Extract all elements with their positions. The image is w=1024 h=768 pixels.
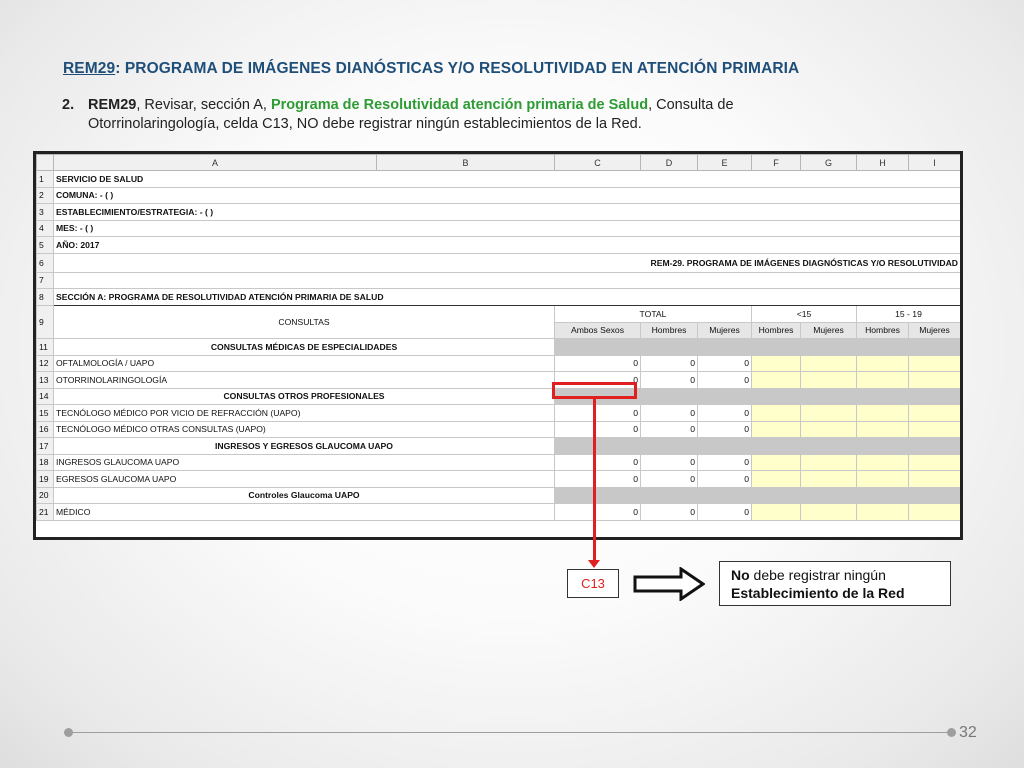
grey-cell[interactable] bbox=[698, 487, 752, 504]
row-header: 7 bbox=[37, 272, 54, 289]
input-cell[interactable] bbox=[801, 372, 857, 389]
cell-c13[interactable]: 0 bbox=[555, 372, 641, 389]
cell-c19[interactable]: 0 bbox=[555, 471, 641, 488]
cell-e15[interactable]: 0 bbox=[698, 405, 752, 422]
grey-cell[interactable] bbox=[698, 339, 752, 356]
category-label[interactable]: Controles Glaucoma UAPO bbox=[54, 487, 555, 504]
row-header: 13 bbox=[37, 372, 54, 389]
grey-cell[interactable] bbox=[801, 388, 857, 405]
grey-cell[interactable] bbox=[909, 339, 961, 356]
input-cell[interactable] bbox=[752, 504, 801, 521]
input-cell[interactable] bbox=[909, 471, 961, 488]
grey-cell[interactable] bbox=[909, 487, 961, 504]
cell-d13[interactable]: 0 bbox=[641, 372, 698, 389]
spreadsheet-grid bbox=[36, 154, 961, 521]
row-header: 2 bbox=[37, 187, 54, 204]
grey-cell[interactable] bbox=[752, 388, 801, 405]
point-text1: , Revisar, sección A, bbox=[136, 97, 271, 113]
input-cell[interactable] bbox=[857, 471, 909, 488]
col-header-h[interactable]: H bbox=[857, 155, 909, 171]
grey-cell[interactable] bbox=[857, 487, 909, 504]
row-header: 18 bbox=[37, 454, 54, 471]
input-cell[interactable] bbox=[801, 355, 857, 372]
page-number: 32 bbox=[959, 724, 977, 741]
cell-d18[interactable]: 0 bbox=[641, 454, 698, 471]
grey-cell[interactable] bbox=[801, 339, 857, 356]
input-cell[interactable] bbox=[752, 355, 801, 372]
header-total: TOTAL bbox=[555, 305, 752, 322]
note-bold1: No bbox=[731, 567, 750, 583]
grey-cell[interactable] bbox=[641, 438, 698, 455]
input-cell[interactable] bbox=[909, 421, 961, 438]
grey-cell[interactable] bbox=[909, 388, 961, 405]
input-cell[interactable] bbox=[909, 372, 961, 389]
data-rows bbox=[37, 339, 961, 521]
info-anio: AÑO: 2017 bbox=[54, 237, 961, 254]
grey-cell[interactable] bbox=[698, 388, 752, 405]
col-header-d[interactable]: D bbox=[641, 155, 698, 171]
input-cell[interactable] bbox=[857, 504, 909, 521]
input-cell[interactable] bbox=[752, 454, 801, 471]
grey-cell[interactable] bbox=[641, 339, 698, 356]
grey-cell[interactable] bbox=[909, 438, 961, 455]
row-header: 1 bbox=[37, 171, 54, 188]
info-servicio: SERVICIO DE SALUD bbox=[54, 171, 961, 188]
note-text1: debe registrar ningún bbox=[749, 567, 886, 583]
input-cell[interactable] bbox=[752, 421, 801, 438]
pointer-arrowhead bbox=[588, 560, 600, 568]
empty-row bbox=[54, 272, 961, 289]
row-header: 9 bbox=[37, 305, 54, 339]
row-header: 3 bbox=[37, 204, 54, 221]
col-header-g[interactable]: G bbox=[801, 155, 857, 171]
row-header: 11 bbox=[37, 339, 54, 356]
input-cell[interactable] bbox=[857, 405, 909, 422]
cell-e18[interactable]: 0 bbox=[698, 454, 752, 471]
slide-title bbox=[63, 60, 963, 78]
grey-cell[interactable] bbox=[752, 487, 801, 504]
header-consultas: CONSULTAS bbox=[54, 305, 555, 339]
table-row bbox=[37, 504, 961, 521]
cell-e21[interactable]: 0 bbox=[698, 504, 752, 521]
subheader-mujeres: Mujeres bbox=[909, 322, 961, 339]
row-header: 12 bbox=[37, 355, 54, 372]
input-cell[interactable] bbox=[909, 504, 961, 521]
input-cell[interactable] bbox=[909, 454, 961, 471]
cell-label-c13: C13 bbox=[567, 569, 619, 598]
category-label[interactable]: CONSULTAS MÉDICAS DE ESPECIALIDADES bbox=[54, 339, 555, 356]
footer-dot-right bbox=[947, 728, 956, 737]
grey-cell[interactable] bbox=[752, 438, 801, 455]
input-cell[interactable] bbox=[801, 504, 857, 521]
input-cell[interactable] bbox=[801, 471, 857, 488]
grey-cell[interactable] bbox=[698, 438, 752, 455]
cell-d15[interactable]: 0 bbox=[641, 405, 698, 422]
row-header: 4 bbox=[37, 220, 54, 237]
category-row bbox=[37, 339, 961, 356]
table-row bbox=[37, 421, 961, 438]
cell-c18[interactable]: 0 bbox=[555, 454, 641, 471]
header-15-19: 15 - 19 bbox=[857, 305, 961, 322]
cell-e13[interactable]: 0 bbox=[698, 372, 752, 389]
point-text2: , Consulta de bbox=[648, 97, 734, 113]
info-establecimiento: ESTABLECIMIENTO/ESTRATEGIA: - ( ) bbox=[54, 204, 961, 221]
grey-cell[interactable] bbox=[641, 388, 698, 405]
info-mes: MES: - ( ) bbox=[54, 220, 961, 237]
grey-cell[interactable] bbox=[857, 438, 909, 455]
row-header: 8 bbox=[37, 289, 54, 306]
grey-cell[interactable] bbox=[801, 438, 857, 455]
title-code: REM29 bbox=[63, 60, 116, 77]
subheader-mujeres: Mujeres bbox=[698, 322, 752, 339]
category-label[interactable]: CONSULTAS OTROS PROFESIONALES bbox=[54, 388, 555, 405]
category-row bbox=[37, 487, 961, 504]
title-rest: : PROGRAMA DE IMÁGENES DIANÓSTICAS Y/O RESOLUTIVIDAD EN ATENCIÓN PRIMARIA bbox=[115, 60, 800, 77]
row-header: 6 bbox=[37, 253, 54, 272]
corner-cell bbox=[37, 155, 54, 171]
info-comuna: COMUNA: - ( ) bbox=[54, 187, 961, 204]
row-label[interactable]: TECNÓLOGO MÉDICO OTRAS CONSULTAS (UAPO) bbox=[54, 421, 555, 438]
subheader-hombres: Hombres bbox=[752, 322, 801, 339]
input-cell[interactable] bbox=[752, 471, 801, 488]
input-cell[interactable] bbox=[801, 405, 857, 422]
section-title: SECCIÓN A: PROGRAMA DE RESOLUTIVIDAD ATENCIÓN PRIMARIA DE SALUD bbox=[54, 289, 961, 306]
grey-cell[interactable] bbox=[801, 487, 857, 504]
footer-line bbox=[73, 732, 949, 733]
grey-cell[interactable] bbox=[857, 339, 909, 356]
col-header-c[interactable]: C bbox=[555, 155, 641, 171]
cell-d12[interactable]: 0 bbox=[641, 355, 698, 372]
row-header: 20 bbox=[37, 487, 54, 504]
row-header: 21 bbox=[37, 504, 54, 521]
row-header: 17 bbox=[37, 438, 54, 455]
grey-cell[interactable] bbox=[555, 339, 641, 356]
point-program: Programa de Resolutividad atención primaria de Salud bbox=[270, 97, 649, 113]
note-box bbox=[719, 561, 951, 606]
col-header-i[interactable]: I bbox=[909, 155, 961, 171]
cell-d19[interactable]: 0 bbox=[641, 471, 698, 488]
category-row bbox=[37, 388, 961, 405]
input-cell[interactable] bbox=[801, 421, 857, 438]
spreadsheet-screenshot bbox=[33, 151, 963, 540]
subheader-hombres: Hombres bbox=[857, 322, 909, 339]
table-row bbox=[37, 454, 961, 471]
row-header: 5 bbox=[37, 237, 54, 254]
highlight-c13 bbox=[552, 382, 637, 399]
table-row bbox=[37, 372, 961, 389]
right-arrow-icon bbox=[633, 567, 705, 601]
input-cell[interactable] bbox=[909, 405, 961, 422]
grey-cell[interactable] bbox=[555, 487, 641, 504]
row-header: 15 bbox=[37, 405, 54, 422]
col-header-b[interactable]: B bbox=[377, 155, 555, 171]
row-header: 14 bbox=[37, 388, 54, 405]
row-label[interactable]: INGRESOS GLAUCOMA UAPO bbox=[54, 454, 555, 471]
cell-e16[interactable]: 0 bbox=[698, 421, 752, 438]
input-cell[interactable] bbox=[909, 355, 961, 372]
input-cell[interactable] bbox=[857, 372, 909, 389]
col-header-a[interactable]: A bbox=[54, 155, 377, 171]
grey-cell[interactable] bbox=[752, 339, 801, 356]
sheet-big-title: REM-29. PROGRAMA DE IMÁGENES DIAGNÓSTICAS Y/O RESOLUTIVIDAD bbox=[54, 253, 961, 272]
input-cell[interactable] bbox=[752, 372, 801, 389]
header-lt15: <15 bbox=[752, 305, 857, 322]
subheader-hombres: Hombres bbox=[641, 322, 698, 339]
note-bold2: Establecimiento de la Red bbox=[731, 585, 905, 601]
cell-c12[interactable]: 0 bbox=[555, 355, 641, 372]
point-code: REM29 bbox=[88, 97, 137, 113]
grey-cell[interactable] bbox=[641, 487, 698, 504]
input-cell[interactable] bbox=[857, 421, 909, 438]
input-cell[interactable] bbox=[752, 405, 801, 422]
table-row bbox=[37, 471, 961, 488]
category-row bbox=[37, 438, 961, 455]
row-header: 19 bbox=[37, 471, 54, 488]
subheader-mujeres: Mujeres bbox=[801, 322, 857, 339]
cell-d16[interactable]: 0 bbox=[641, 421, 698, 438]
cell-d21[interactable]: 0 bbox=[641, 504, 698, 521]
point-number: 2. bbox=[62, 97, 75, 113]
cell-e12[interactable]: 0 bbox=[698, 355, 752, 372]
cell-c15[interactable]: 0 bbox=[555, 405, 641, 422]
row-label[interactable]: OFTALMOLOGÍA / UAPO bbox=[54, 355, 555, 372]
instruction-point bbox=[62, 96, 862, 134]
cell-c16[interactable]: 0 bbox=[555, 421, 641, 438]
col-header-e[interactable]: E bbox=[698, 155, 752, 171]
footer-dot-left bbox=[64, 728, 73, 737]
row-header: 16 bbox=[37, 421, 54, 438]
pointer-line bbox=[593, 399, 596, 561]
input-cell[interactable] bbox=[857, 454, 909, 471]
input-cell[interactable] bbox=[857, 355, 909, 372]
point-line2: Otorrinolaringología, celda C13, NO debe registrar ningún establecimientos de la Red. bbox=[88, 116, 642, 132]
col-header-f[interactable]: F bbox=[752, 155, 801, 171]
row-label[interactable]: EGRESOS GLAUCOMA UAPO bbox=[54, 471, 555, 488]
grey-cell[interactable] bbox=[857, 388, 909, 405]
row-label[interactable]: MÉDICO bbox=[54, 504, 555, 521]
table-row bbox=[37, 405, 961, 422]
table-row bbox=[37, 355, 961, 372]
column-header-row bbox=[37, 155, 961, 171]
category-label[interactable]: INGRESOS Y EGRESOS GLAUCOMA UAPO bbox=[54, 438, 555, 455]
subheader-ambos: Ambos Sexos bbox=[555, 322, 641, 339]
cell-e19[interactable]: 0 bbox=[698, 471, 752, 488]
grey-cell[interactable] bbox=[555, 438, 641, 455]
cell-c21[interactable]: 0 bbox=[555, 504, 641, 521]
row-label[interactable]: TECNÓLOGO MÉDICO POR VICIO DE REFRACCIÓN (UAPO) bbox=[54, 405, 555, 422]
row-label[interactable]: OTORRINOLARINGOLOGÍA bbox=[54, 372, 555, 389]
input-cell[interactable] bbox=[801, 454, 857, 471]
